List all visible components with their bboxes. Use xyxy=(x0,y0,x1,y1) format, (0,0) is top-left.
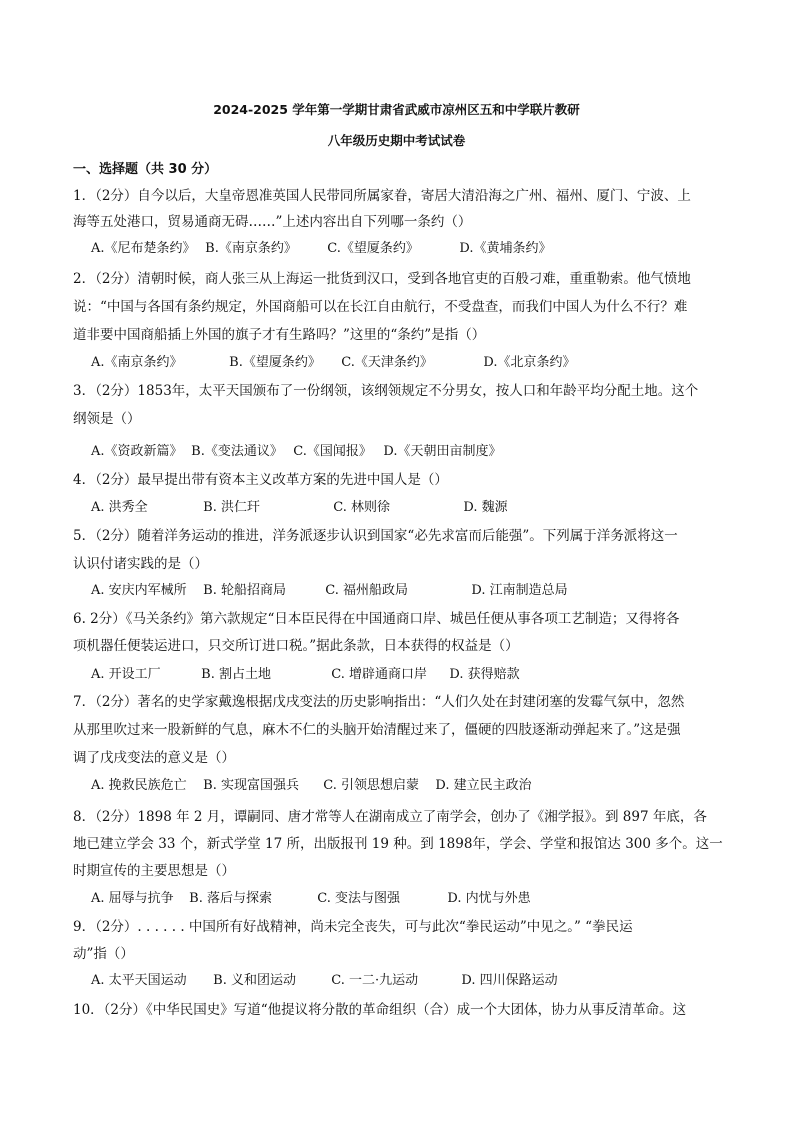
option-a: A.《南京条约》 xyxy=(91,355,183,370)
option-b: B. 割占土地 xyxy=(201,667,271,682)
question-2-line-2: 说：“中国与各国有条约规定，外国商船可以在长江自由航行，不受盘查，而我们中国人为什么不行？难 xyxy=(73,299,688,315)
option-d: D.《北京条约》 xyxy=(483,355,576,370)
option-a: A.《尼布楚条约》 xyxy=(91,241,196,256)
question-8-line-3: 时期宣传的主要思想是（） xyxy=(73,863,235,879)
question-6-options xyxy=(91,666,520,684)
option-b: B. 义和团运动 xyxy=(213,973,296,988)
option-d: D. 江南制造总局 xyxy=(471,583,568,598)
question-5-options xyxy=(91,582,568,600)
option-c: C.《望厦条约》 xyxy=(327,241,419,256)
question-7-line-2: 从那里吹过来一股新鲜的气息，麻木不仁的头脑开始清醒过来了，僵硬的四肢逐渐动弹起来了。”这是强 xyxy=(73,722,681,738)
question-4-line-1: 4．（2分）最早提出带有资本主义改革方案的先进中国人是（） xyxy=(73,472,448,488)
question-2-line-3: 道非要中国商船插上外国的旗子才有生路吗？”这里的“条约”是指（） xyxy=(73,327,486,343)
option-a: A. 屈辱与抗争 xyxy=(91,891,174,906)
question-3-options xyxy=(91,443,502,461)
option-b: B. 实现富国强兵 xyxy=(203,778,299,793)
option-a: A. 洪秀全 xyxy=(91,500,148,515)
option-a: A. 安庆内军械所 xyxy=(91,583,187,598)
question-3-line-1: 3．（2分）1853年，太平天国颁布了一份纲领，该纲领规定不分男女，按人口和年龄平均分配土地。这个 xyxy=(73,383,699,399)
option-b: B. 洪仁玕 xyxy=(203,500,260,515)
option-b: B.《变法通议》 xyxy=(191,444,283,459)
section-heading: 一、选择题（共 30 分） xyxy=(73,162,218,177)
question-1-line-1: 1．（2分）自今以后，大皇帝恩准英国人民带同所属家眷，寄居大清沿海之广州、福州、厦门、宁波、上 xyxy=(73,188,691,204)
option-b: B.《望厦条约》 xyxy=(229,355,321,370)
option-a: A. 挽救民族危亡 xyxy=(91,778,187,793)
option-c: C. 变法与图强 xyxy=(317,891,401,906)
question-6-line-2: 项机器任便装运进口，只交所订进口税。”据此条款，日本获得的权益是（） xyxy=(73,638,519,654)
option-d: D. 魏源 xyxy=(463,500,508,515)
question-6-line-1: 6. 2分）《马关条约》第六款规定“日本臣民得在中国通商口岸、城邑任便从事各项工艺制造；又得将各 xyxy=(73,611,680,627)
option-a: A. 太平天国运动 xyxy=(91,973,187,988)
option-b: B. 落后与探索 xyxy=(189,891,272,906)
option-c: C. 一二·九运动 xyxy=(331,973,419,988)
option-c: C.《天津条约》 xyxy=(341,355,433,370)
question-4-options xyxy=(91,499,508,517)
question-10-line-1: 10．（2分）《中华民国史》写道“他提议将分散的革命组织（合）成一个大团体，协力从事反清革命。这 xyxy=(73,1002,687,1018)
option-c: C. 增辟通商口岸 xyxy=(331,667,428,682)
question-9-line-1: 9．（2分）. . . . . . 中国所有好战精神，尚未完全丧失，可与此次“拳民运动”中见之。” “拳民运 xyxy=(73,919,633,935)
question-1-line-2: 海等五处港口，贸易通商无碍……”上述内容出自下列哪一条约（） xyxy=(73,214,472,230)
question-2-line-1: 2．（2分）清朝时候，商人张三从上海运一批货到汉口，受到各地官吏的百般刁难，重重勒索。他气愤地 xyxy=(73,271,691,287)
option-c: C. 引领思想启蒙 xyxy=(323,778,420,793)
option-d: D. 获得赔款 xyxy=(449,667,520,682)
option-d: D. 四川保路运动 xyxy=(461,973,558,988)
question-7-options xyxy=(91,777,532,795)
question-8-line-1: 8．（2分）1898 年 2 月，谭嗣同、唐才常等人在湖南成立了南学会，创办了《湘学报》。到 897 年底，各 xyxy=(73,809,707,825)
question-1-options xyxy=(91,240,552,258)
question-5-line-1: 5．（2分）随着洋务运动的推进，洋务派逐步认识到国家“必先求富而后能强”。下列属于洋务派将这一 xyxy=(73,528,678,544)
exam-title-line1: 2024-2025 学年第一学期甘肃省武威市凉州区五和中学联片教研 xyxy=(213,102,580,117)
question-7-line-1: 7．（2分）著名的史学家戴逸根据戊戌变法的历史影响指出：“人们久处在封建闭塞的发霉气氛中，忽然 xyxy=(73,694,685,710)
option-a: A.《资政新篇》 xyxy=(91,444,183,459)
question-3-line-2: 纲领是（） xyxy=(73,411,141,427)
question-9-options xyxy=(91,972,558,990)
option-b: B.《南京条约》 xyxy=(205,241,297,256)
question-2-options xyxy=(91,354,576,372)
option-d: D. 建立民主政治 xyxy=(435,778,532,793)
option-a: A. 开设工厂 xyxy=(91,667,161,682)
option-c: C.《国闻报》 xyxy=(293,444,372,459)
question-9-line-2: 动”指（） xyxy=(73,946,134,962)
question-7-line-3: 调了戊戌变法的意义是（） xyxy=(73,750,235,766)
question-8-options xyxy=(91,890,531,908)
option-c: C. 林则徐 xyxy=(333,500,391,515)
option-b: B. 轮船招商局 xyxy=(203,583,286,598)
option-c: C. 福州船政局 xyxy=(325,583,409,598)
option-d: D. 内忧与外患 xyxy=(447,891,531,906)
question-5-line-2: 认识付诸实践的是（） xyxy=(73,556,208,572)
option-d: D.《黄埔条约》 xyxy=(459,241,552,256)
question-8-line-2: 地已建立学会 33 个，新式学堂 17 所，出版报刊 19 种。到 1898年，学会、学堂和报馆达 300 多个。这一 xyxy=(73,836,723,852)
exam-title-line2: 八年级历史期中考试试卷 xyxy=(327,133,466,148)
option-d: D.《天朝田亩制度》 xyxy=(383,444,502,459)
